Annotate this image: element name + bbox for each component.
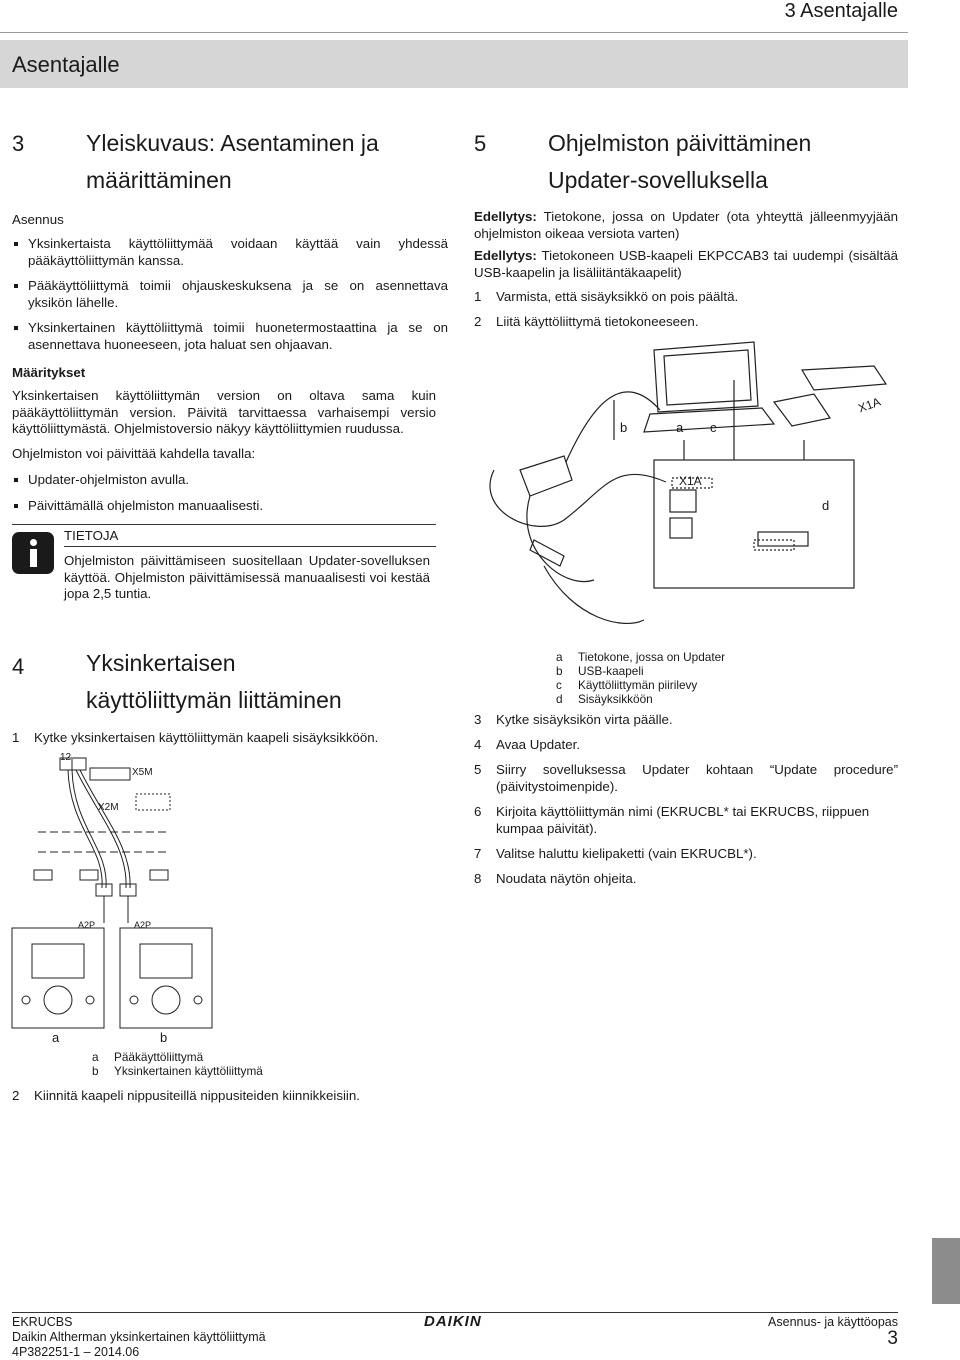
maaritykset-text: Yksinkertaisen käyttöliittymän version on oltava sama kuin pääkäyttöliittymän version. Päivitä tarvittaessa varhaisempi versio käyttöliittymästä. Ohjelmistoversio näkyy käyttöliittymien ruudussa. xyxy=(12,388,436,436)
sec5-step: 3 Kytke sisäyksikön virta päälle. xyxy=(474,712,673,727)
terminal-label: 12 xyxy=(60,752,72,763)
sec5-legend xyxy=(556,650,725,706)
x1a-rotated-label: X1A xyxy=(856,394,883,416)
legend-item: a Tietokone, jossa on Updater xyxy=(556,650,726,664)
sec5-step: 2 Liitä käyttöliittymä tietokoneeseen. xyxy=(474,314,699,329)
sec3-title-1: Yleiskuvaus: Asentaminen ja xyxy=(86,130,379,156)
title-band xyxy=(0,40,908,88)
diagram-label-a: a xyxy=(52,1030,60,1045)
legend-item: b Yksinkertainen käyttöliittymä xyxy=(92,1064,263,1078)
footer-model: EKRUCBS xyxy=(12,1315,73,1329)
sec4-legend xyxy=(92,1050,263,1078)
sec5-number: 5 xyxy=(474,131,487,156)
connection-diagram xyxy=(474,340,904,640)
info-text: Ohjelmiston päivittämiseen suositellaan Updater-sovelluksen käyttöä. Ohjelmiston päivittämisessä manuaalisesti voi kestää jopa 2,5 tuntia. xyxy=(64,553,430,601)
diagram-label-b: b xyxy=(160,1030,168,1045)
a2p-right-label: A2P xyxy=(134,920,152,930)
sec5-title-2: Updater-sovelluksella xyxy=(548,167,768,193)
section-header: 3 Asentajalle xyxy=(784,0,898,22)
prerequisite-1: Edellytys: Tietokone, jossa on Updater (ota yhteyttä jälleenmyyjään ohjelmiston oikeaa versiota varten) xyxy=(474,209,898,241)
legend-item: d Sisäyksikköön xyxy=(556,692,653,706)
info-title: TIETOJA xyxy=(64,528,119,543)
legend-item: c Käyttöliittymän piirilevy xyxy=(556,678,698,692)
sec5-step: 4 Avaa Updater. xyxy=(474,737,581,752)
page-number: 3 xyxy=(887,1328,898,1349)
sec5-step: 5 Siirry sovelluksessa Updater kohtaan “Update procedure” (päivitystoimenpide). xyxy=(474,762,898,794)
sec3-number: 3 xyxy=(12,131,25,156)
update-intro: Ohjelmiston voi päivittää kahdella tavalla: xyxy=(12,446,256,461)
footer-left xyxy=(12,1315,266,1360)
footer-doc-id: 4P382251-1 – 2014.06 xyxy=(12,1345,140,1359)
header-rule xyxy=(0,32,908,33)
a2p-left-label: A2P xyxy=(78,920,96,930)
update-item: Updater-ohjelmiston avulla. xyxy=(12,472,448,489)
x5m-label: X5M xyxy=(132,767,153,778)
maaritykset-label: Määritykset xyxy=(12,365,86,380)
sec4-number: 4 xyxy=(12,654,25,679)
asennus-item: Pääkäyttöliittymä toimii ohjauskeskuksena ja se on asennettava yksikön lähelle. xyxy=(12,278,448,311)
asennus-label: Asennus xyxy=(12,212,64,227)
daikin-logo: DAIKIN xyxy=(424,1313,482,1330)
footer-manual: Asennus- ja käyttöopas xyxy=(768,1315,898,1329)
step-number: 1 xyxy=(12,730,20,745)
asennus-item: Yksinkertainen käyttöliittymä toimii huonetermostaattina ja se on asennettava huoneeseen, jota haluat sen ohjaavan. xyxy=(12,320,448,353)
sec3-title-2: määrittäminen xyxy=(86,167,232,193)
update-item: Päivittämällä ohjelmiston manuaalisesti. xyxy=(12,498,448,515)
legend-item: a Pääkäyttöliittymä xyxy=(92,1050,204,1064)
sec4-step-2: 2 Kiinnitä kaapeli nippusiteillä nippusiteiden kiinnikkeisiin. xyxy=(12,1088,360,1103)
info-rule-top xyxy=(12,524,436,525)
legend-item: b USB-kaapeli xyxy=(556,664,644,678)
side-tab xyxy=(932,1238,960,1304)
wiring-diagram xyxy=(10,748,220,1078)
sec5-step: 8 Noudata näytön ohjeita. xyxy=(474,871,637,886)
sec4-title-2: käyttöliittymän liittäminen xyxy=(86,687,342,713)
info-icon xyxy=(12,532,54,574)
step-text: Kytke yksinkertaisen käyttöliittymän kaapeli sisäyksikköön. xyxy=(34,730,379,745)
footer-product: Daikin Altherman yksinkertainen käyttöliittymä xyxy=(12,1330,266,1344)
sec5-step: 7 Valitse haluttu kielipaketti (vain EKRUCBL*). xyxy=(474,846,757,861)
diagram-label-c: c xyxy=(710,420,717,435)
sec4-step-1 xyxy=(12,730,454,747)
sec5-step: 6 Kirjoita käyttöliittymän nimi (EKRUCBL* tai EKRUCBS, riippuen kumpaa päivität). xyxy=(474,804,870,836)
band-title: Asentajalle xyxy=(12,52,120,77)
info-title-rule xyxy=(64,546,436,547)
x1a-label: X1A xyxy=(679,474,702,488)
diagram-label-b: b xyxy=(620,420,628,435)
sec5-step: 1 Varmista, että sisäyksikkö on pois päältä. xyxy=(474,289,739,304)
diagram-label-a: a xyxy=(676,420,684,435)
sec5-title-1: Ohjelmiston päivittäminen xyxy=(548,130,812,156)
prerequisite-2: Edellytys: Tietokoneen USB-kaapeli EKPCCAB3 tai uudempi (sisältää USB-kaapelin ja lisäliitäntäkaapelit) xyxy=(474,248,898,280)
diagram-label-d: d xyxy=(822,498,830,513)
x2m-label: X2M xyxy=(98,802,119,813)
asennus-item: Yksinkertaista käyttöliittymää voidaan käyttää vain yhdessä pääkäyttöliittymän kanssa. xyxy=(12,236,448,269)
sec4-title-1: Yksinkertaisen xyxy=(86,650,236,676)
